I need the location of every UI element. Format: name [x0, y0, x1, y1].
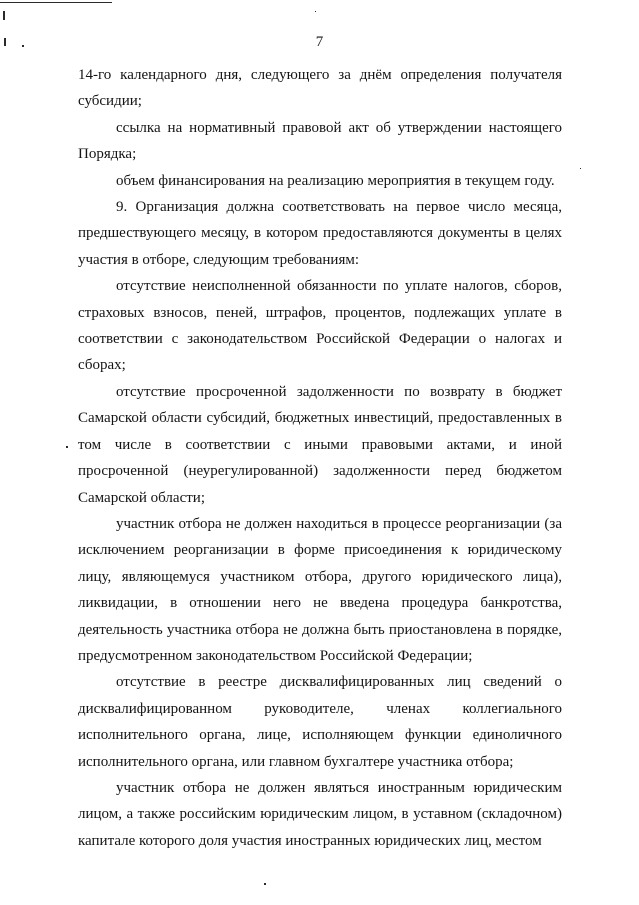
scan-artifact-line: [0, 2, 112, 3]
document-body: [78, 62, 562, 854]
page-number: 7: [315, 34, 324, 50]
scan-artifact-dot: [315, 11, 316, 12]
paragraph: отсутствие просроченной задолженности по возврату в бюджет Самарской области субсидий, бюджетных инвестиций, предоставленных в том числе в соответствии с иными правовыми актами, и иной просроченной (неурегулированной) задолженности перед бюджетом Самарской области;: [78, 383, 562, 506]
scan-artifact-dot: [264, 883, 266, 885]
scan-artifact-mark: [3, 11, 5, 20]
paragraph: участник отбора не должен являться иностранным юридическим лицом, а также российским юридическим лицом, в уставном (складочном) капитале которого доля участия иностранных юридических лиц, местом: [78, 779, 562, 849]
scan-artifact-dot: [66, 446, 68, 448]
paragraph: участник отбора не должен находиться в процессе реорганизации (за исключением реорганизации в форме присоединения к юридическому лицу, являющемуся участником отбора, другого юридического лица), ликвидации, в отношении него не введена процедура банкротства, деятельность участника отбора не должна быть приостановлена в порядке, предусмотренном законодательством Российской Федерации;: [78, 515, 562, 664]
paragraph: ссылка на нормативный правовой акт об утверждении настоящего Порядка;: [78, 119, 562, 163]
paragraph: отсутствие в реестре дисквалифицированных лиц сведений о дисквалифицированном руководителе, членах коллегиального исполнительного органа, лице, исполняющем функции единоличного исполнительного органа, или главном бухгалтере участника отбора;: [78, 674, 562, 770]
paragraph: 9. Организация должна соответствовать на первое число месяца, предшествующего месяцу, в котором предоставляются документы в целях участия в отборе, следующим требованиям:: [78, 199, 562, 268]
paragraph: отсутствие неисполненной обязанности по уплате налогов, сборов, страховых взносов, пеней, штрафов, процентов, подлежащих уплате в соответствии с законодательством Российской Федерации о налогах и сборах;: [78, 278, 562, 374]
paragraph: объем финансирования на реализацию мероприятия в текущем году.: [116, 172, 555, 189]
paragraph: 14-го календарного дня, следующего за днём определения получателя субсидии;: [78, 67, 562, 110]
scan-artifact-dot: [580, 168, 581, 169]
